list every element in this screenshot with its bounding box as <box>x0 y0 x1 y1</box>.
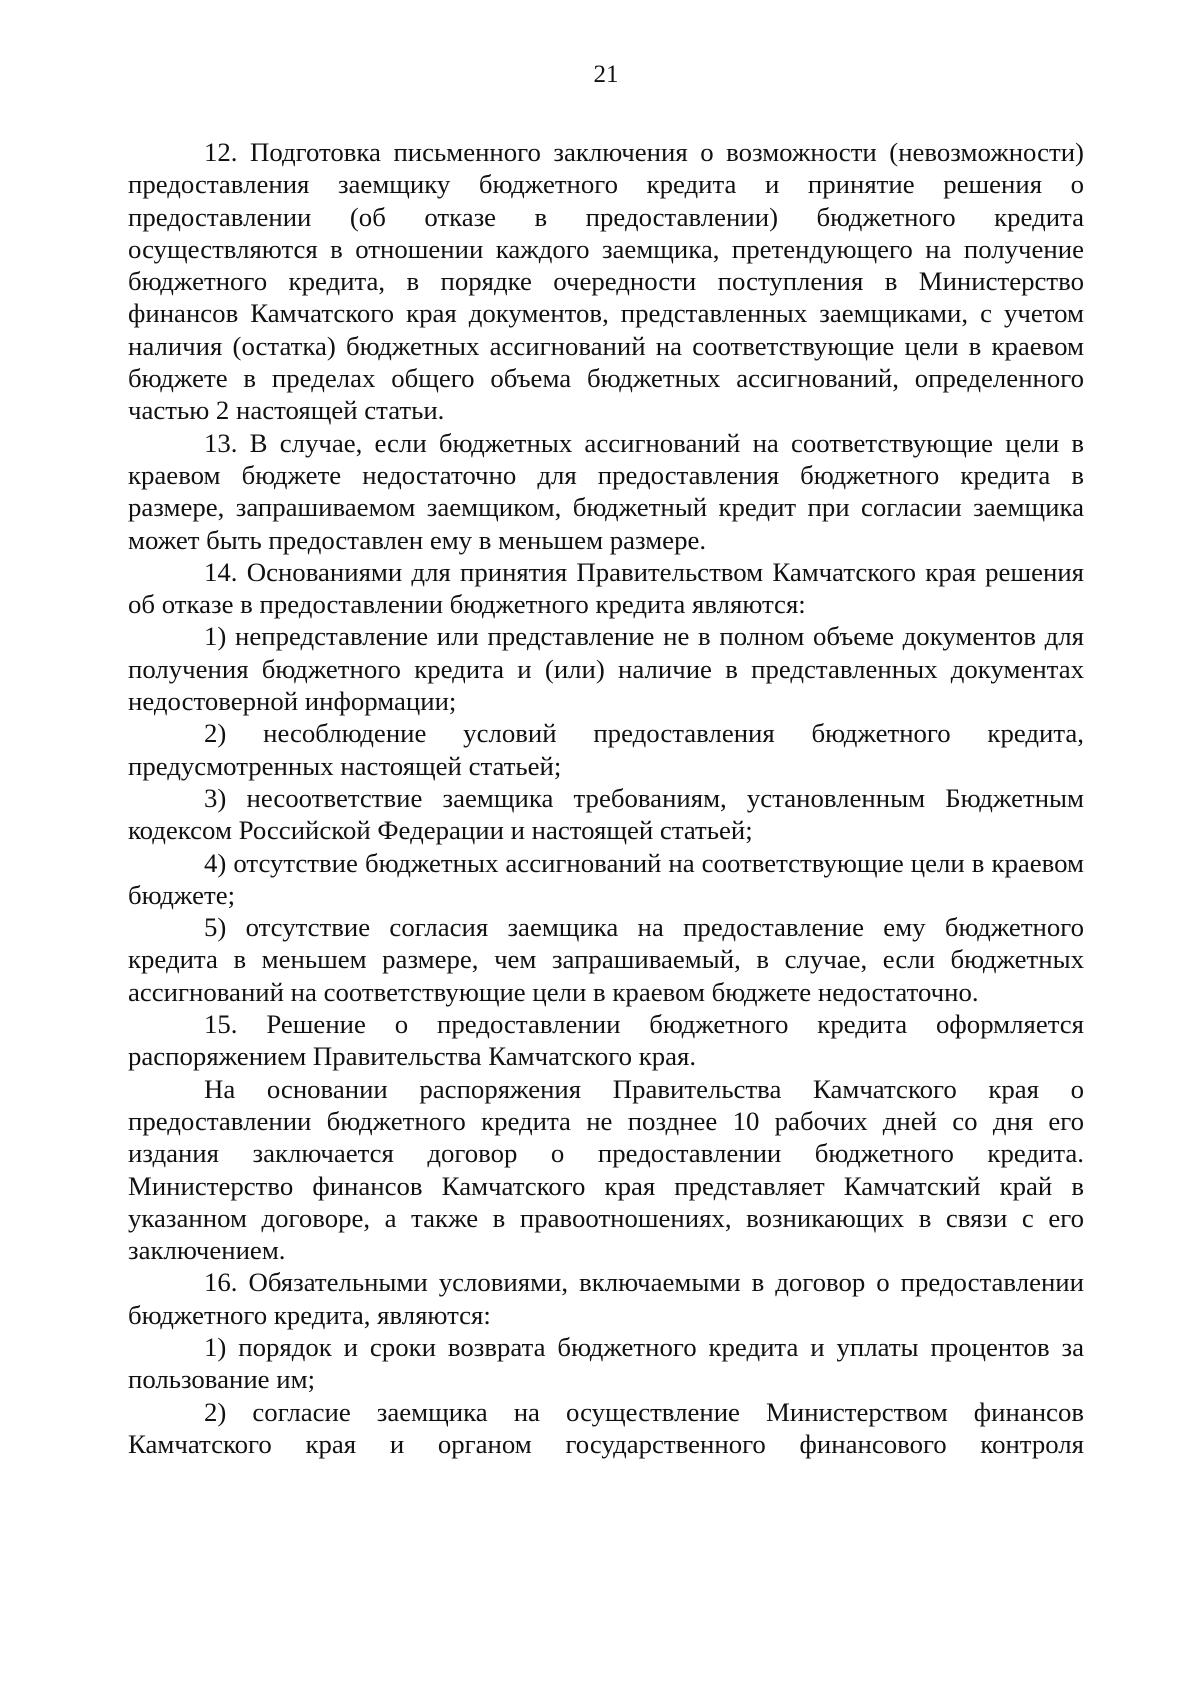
list-item-16-2: 2) согласие заемщика на осуществление Министерством финансов Камчатского края и органом государственного финансового контроля <box>128 1396 1084 1459</box>
paragraph-13: 13. В случае, если бюджетных ассигнований на соответствующие цели в краевом бюджете недостаточно для предоставления бюджетного кредита в размере, запрашиваемом заемщиком, бюджетный кредит при согласии заемщика может быть предоставлен ему в меньшем размере. <box>128 427 1084 555</box>
document-body <box>128 136 1084 1460</box>
paragraph-14: 14. Основаниями для принятия Правительством Камчатского края решения об отказе в предоставлении бюджетного кредита являются: <box>128 556 1084 620</box>
list-item-14-5: 5) отсутствие согласия заемщика на предоставление ему бюджетного кредита в меньшем размере, чем запрашиваемый, в случае, если бюджетных ассигнований на соответствующие цели в краевом бюджете недостаточно. <box>128 912 1084 1007</box>
paragraph-16: 16. Обязательными условиями, включаемыми в договор о предоставлении бюджетного кредита, являются: <box>128 1267 1084 1330</box>
list-item-14-4: 4) отсутствие бюджетных ассигнований на соответствующие цели в краевом бюджете; <box>128 847 1084 910</box>
list-item-14-2: 2) несоблюдение условий предоставления бюджетного кредита, предусмотренных настоящей статьей; <box>128 718 1084 781</box>
paragraph-12: 12. Подготовка письменного заключения о возможности (невозможности) предоставления заемщику бюджетного кредита и принятие решения о предоставлении (об отказе в предоставлении) бюджетного кредита осуществляются в отношении каждого заемщика, претендующего на получение бюджетного кредита, в порядке очередности поступления в Министерство финансов Камчатского края документов, представленных заемщиками, с учетом наличия (остатка) бюджетных ассигнований на соответствующие цели в краевом бюджете в пределах общего объема бюджетных ассигнований, определенного частью 2 настоящей статьи. <box>128 137 1084 426</box>
paragraph-15-contract: На основании распоряжения Правительства Камчатского края о предоставлении бюджетного кредита не позднее 10 рабочих дней со дня его издания заключается договор о предоставлении бюджетного кредита. Министерство финансов Камчатского края представляет Камчатский край в указанном договоре, а также в правоотношениях, возникающих в связи с его заключением. <box>128 1073 1084 1266</box>
page-number: 21 <box>593 61 619 88</box>
list-item-14-1: 1) непредставление или представление не в полном объеме документов для получения бюджетного кредита и (или) наличие в представленных документах недостоверной информации; <box>128 621 1084 717</box>
list-item-16-1: 1) порядок и сроки возврата бюджетного кредита и уплаты процентов за пользование им; <box>128 1331 1084 1395</box>
paragraph-15: 15. Решение о предоставлении бюджетного кредита оформляется распоряжением Правительства Камчатского края. <box>128 1009 1084 1072</box>
list-item-14-3: 3) несоответствие заемщика требованиям, установленным Бюджетным кодексом Российской Федерации и настоящей статьей; <box>128 782 1084 846</box>
